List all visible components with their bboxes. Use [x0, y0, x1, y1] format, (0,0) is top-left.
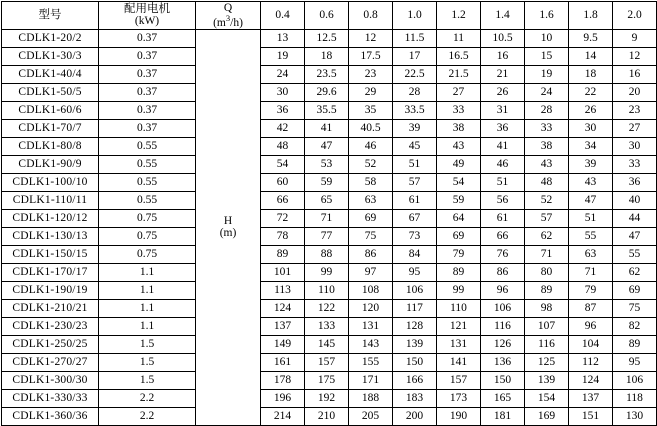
cell-head-value: 17.5 [349, 47, 393, 65]
cell-head-value: 86 [349, 245, 393, 263]
cell-motor-power: 1.1 [99, 317, 196, 335]
cell-motor-power: 1.1 [99, 299, 196, 317]
cell-head-value: 20 [613, 83, 657, 101]
cell-model: CDLK1-20/2 [2, 29, 99, 47]
cell-head-value: 18 [569, 65, 613, 83]
cell-head-value: 63 [569, 245, 613, 263]
cell-head-value: 21.5 [437, 65, 481, 83]
cell-model: CDLK1-170/17 [2, 263, 99, 281]
cell-head-value: 89 [613, 335, 657, 353]
cell-head-value: 71 [569, 263, 613, 281]
cell-head-value: 49 [437, 155, 481, 173]
cell-head-value: 96 [481, 281, 525, 299]
cell-head-value: 67 [393, 209, 437, 227]
cell-head-value: 116 [525, 335, 569, 353]
cell-head-value: 175 [305, 371, 349, 389]
cell-head-value: 14 [569, 47, 613, 65]
header-flow-col-0: 0.4 [261, 2, 305, 30]
cell-head-value: 89 [261, 245, 305, 263]
cell-head-value: 52 [525, 191, 569, 209]
cell-motor-power: 1.1 [99, 281, 196, 299]
cell-head-value: 128 [393, 317, 437, 335]
cell-head-value: 51 [393, 155, 437, 173]
cell-head-value: 27 [437, 83, 481, 101]
cell-head-value: 131 [349, 317, 393, 335]
table-row [2, 83, 657, 101]
header-flow-unit-rest: /h [230, 16, 240, 29]
cell-motor-power: 0.55 [99, 173, 196, 191]
cell-head-value: 61 [393, 191, 437, 209]
cell-head-value: 188 [349, 389, 393, 407]
cell-head-value: 30 [261, 83, 305, 101]
cell-head-value: 76 [481, 245, 525, 263]
cell-head-value: 139 [393, 335, 437, 353]
cell-head-label [196, 29, 261, 425]
cell-head-value: 205 [349, 407, 393, 425]
cell-model: CDLK1-270/27 [2, 353, 99, 371]
cell-head-value: 75 [613, 299, 657, 317]
cell-head-value: 56 [481, 191, 525, 209]
table-row [2, 191, 657, 209]
cell-model: CDLK1-150/15 [2, 245, 99, 263]
cell-head-value: 192 [305, 389, 349, 407]
cell-head-value: 26 [569, 101, 613, 119]
cell-head-value: 89 [525, 281, 569, 299]
cell-head-value: 88 [305, 245, 349, 263]
cell-motor-power: 0.55 [99, 155, 196, 173]
cell-head-value: 21 [481, 65, 525, 83]
cell-head-value: 157 [305, 353, 349, 371]
header-flow-col-1: 0.6 [305, 2, 349, 30]
cell-head-value: 16 [481, 47, 525, 65]
cell-head-value: 16 [613, 65, 657, 83]
cell-head-value: 99 [437, 281, 481, 299]
cell-head-value: 33 [613, 155, 657, 173]
cell-head-value: 55 [569, 227, 613, 245]
cell-head-value: 57 [525, 209, 569, 227]
header-flow-col-4: 1.2 [437, 2, 481, 30]
cell-model: CDLK1-360/36 [2, 407, 99, 425]
cell-head-value: 107 [525, 317, 569, 335]
header-motor-line1: 配用电机 [124, 3, 170, 16]
cell-motor-power: 0.75 [99, 245, 196, 263]
cell-head-value: 77 [305, 227, 349, 245]
table-row [2, 101, 657, 119]
cell-model: CDLK1-40/4 [2, 65, 99, 83]
table-row [2, 353, 657, 371]
cell-model: CDLK1-80/8 [2, 137, 99, 155]
cell-head-value: 11 [437, 29, 481, 47]
header-model: 型号 [2, 2, 99, 30]
cell-head-value: 47 [569, 191, 613, 209]
cell-head-value: 200 [393, 407, 437, 425]
cell-head-value: 143 [349, 335, 393, 353]
cell-head-value: 137 [261, 317, 305, 335]
cell-head-value: 34 [569, 137, 613, 155]
header-flow-col-3: 1.0 [393, 2, 437, 30]
cell-head-value: 41 [481, 137, 525, 155]
cell-head-value: 62 [613, 263, 657, 281]
cell-head-value: 29 [349, 83, 393, 101]
cell-head-value: 22 [569, 83, 613, 101]
table-row [2, 173, 657, 191]
cell-head-value: 23 [613, 101, 657, 119]
cell-head-value: 47 [305, 137, 349, 155]
cell-motor-power: 1.1 [99, 263, 196, 281]
cell-model: CDLK1-50/5 [2, 83, 99, 101]
header-motor-line2: (kW) [134, 15, 160, 28]
cell-head-value: 38 [525, 137, 569, 155]
cell-head-value: 95 [613, 353, 657, 371]
cell-head-value: 117 [393, 299, 437, 317]
cell-model: CDLK1-210/21 [2, 299, 99, 317]
cell-head-value: 165 [481, 389, 525, 407]
cell-head-value: 17 [393, 47, 437, 65]
cell-head-value: 39 [393, 119, 437, 137]
cell-head-value: 133 [305, 317, 349, 335]
cell-model: CDLK1-60/6 [2, 101, 99, 119]
cell-head-value: 121 [437, 317, 481, 335]
cell-head-value: 104 [569, 335, 613, 353]
cell-head-value: 101 [261, 263, 305, 281]
cell-head-value: 48 [525, 173, 569, 191]
cell-head-value: 183 [393, 389, 437, 407]
cell-head-value: 27 [613, 119, 657, 137]
cell-head-value: 112 [569, 353, 613, 371]
cell-head-value: 51 [569, 209, 613, 227]
cell-head-value: 126 [481, 335, 525, 353]
cell-motor-power: 0.55 [99, 137, 196, 155]
cell-head-value: 36 [613, 173, 657, 191]
cell-head-value: 12.5 [305, 29, 349, 47]
cell-head-value: 43 [525, 155, 569, 173]
cell-head-value: 69 [613, 281, 657, 299]
cell-head-value: 98 [525, 299, 569, 317]
cell-head-value: 84 [393, 245, 437, 263]
table-row [2, 371, 657, 389]
cell-model: CDLK1-90/9 [2, 155, 99, 173]
cell-head-value: 145 [305, 335, 349, 353]
cell-head-value: 131 [437, 335, 481, 353]
cell-head-value: 86 [481, 263, 525, 281]
cell-motor-power: 0.37 [99, 65, 196, 83]
cell-head-value: 30 [569, 119, 613, 137]
header-flow-rate [196, 2, 261, 30]
cell-head-value: 16.5 [437, 47, 481, 65]
cell-motor-power: 0.37 [99, 101, 196, 119]
cell-head-value: 95 [393, 263, 437, 281]
cell-head-value: 124 [569, 371, 613, 389]
cell-head-value: 210 [305, 407, 349, 425]
cell-head-value: 113 [261, 281, 305, 299]
cell-head-value: 46 [481, 155, 525, 173]
head-unit: (m) [219, 227, 237, 240]
cell-head-value: 106 [481, 299, 525, 317]
cell-head-value: 13 [261, 29, 305, 47]
cell-head-value: 33.5 [393, 101, 437, 119]
cell-model: CDLK1-130/13 [2, 227, 99, 245]
cell-head-value: 130 [613, 407, 657, 425]
cell-model: CDLK1-100/10 [2, 173, 99, 191]
header-flow-col-8: 2.0 [613, 2, 657, 30]
pump-specification-table [1, 1, 657, 426]
cell-motor-power: 1.5 [99, 353, 196, 371]
table-row [2, 227, 657, 245]
cell-head-value: 31 [481, 101, 525, 119]
cell-head-value: 96 [569, 317, 613, 335]
cell-motor-power: 2.2 [99, 407, 196, 425]
cell-head-value: 196 [261, 389, 305, 407]
cell-head-value: 9.5 [569, 29, 613, 47]
cell-head-value: 151 [569, 407, 613, 425]
cell-motor-power: 0.37 [99, 83, 196, 101]
cell-motor-power: 0.75 [99, 209, 196, 227]
table-row [2, 389, 657, 407]
table-row [2, 137, 657, 155]
cell-model: CDLK1-120/12 [2, 209, 99, 227]
cell-head-value: 28 [525, 101, 569, 119]
cell-head-value: 39 [569, 155, 613, 173]
cell-motor-power: 0.37 [99, 47, 196, 65]
header-flow-unit-m: m [216, 16, 226, 29]
spec-table-sheet [0, 1, 651, 423]
cell-head-value: 214 [261, 407, 305, 425]
cell-head-value: 47 [613, 227, 657, 245]
cell-motor-power: 2.2 [99, 389, 196, 407]
cell-motor-power: 0.55 [99, 191, 196, 209]
cell-head-value: 124 [261, 299, 305, 317]
cell-head-value: 42 [261, 119, 305, 137]
cell-motor-power: 0.37 [99, 29, 196, 47]
cell-head-value: 55 [613, 245, 657, 263]
cell-head-value: 106 [613, 371, 657, 389]
cell-head-value: 155 [349, 353, 393, 371]
cell-head-value: 28 [393, 83, 437, 101]
header-motor-power [99, 2, 196, 30]
cell-head-value: 24 [525, 83, 569, 101]
cell-head-value: 54 [437, 173, 481, 191]
cell-head-value: 136 [481, 353, 525, 371]
cell-head-value: 59 [305, 173, 349, 191]
cell-head-value: 72 [261, 209, 305, 227]
head-symbol: H [223, 215, 233, 228]
cell-head-value: 53 [305, 155, 349, 173]
cell-head-value: 45 [393, 137, 437, 155]
cell-head-value: 66 [261, 191, 305, 209]
cell-head-value: 57 [393, 173, 437, 191]
cell-head-value: 44 [613, 209, 657, 227]
cell-head-value: 137 [569, 389, 613, 407]
cell-head-value: 87 [569, 299, 613, 317]
cell-motor-power: 1.5 [99, 371, 196, 389]
cell-head-value: 139 [525, 371, 569, 389]
cell-head-value: 78 [261, 227, 305, 245]
cell-head-value: 23.5 [305, 65, 349, 83]
cell-head-value: 154 [525, 389, 569, 407]
cell-head-value: 48 [261, 137, 305, 155]
cell-head-value: 24 [261, 65, 305, 83]
header-flow-unit-exp: 3 [225, 13, 231, 24]
cell-head-value: 29.6 [305, 83, 349, 101]
cell-head-value: 36 [481, 119, 525, 137]
cell-head-value: 33 [437, 101, 481, 119]
table-row [2, 155, 657, 173]
cell-head-value: 125 [525, 353, 569, 371]
cell-head-value: 11.5 [393, 29, 437, 47]
cell-head-value: 120 [349, 299, 393, 317]
cell-model: CDLK1-250/25 [2, 335, 99, 353]
cell-head-value: 150 [393, 353, 437, 371]
cell-head-value: 178 [261, 371, 305, 389]
cell-model: CDLK1-110/11 [2, 191, 99, 209]
cell-head-value: 23 [349, 65, 393, 83]
cell-head-value: 19 [525, 65, 569, 83]
cell-head-value: 110 [305, 281, 349, 299]
cell-head-value: 30 [613, 137, 657, 155]
cell-head-value: 71 [525, 245, 569, 263]
cell-head-value: 110 [437, 299, 481, 317]
table-row [2, 209, 657, 227]
header-flow-col-2: 0.8 [349, 2, 393, 30]
cell-head-value: 106 [393, 281, 437, 299]
cell-head-value: 69 [437, 227, 481, 245]
table-row [2, 335, 657, 353]
cell-head-value: 80 [525, 263, 569, 281]
cell-head-value: 41 [305, 119, 349, 137]
cell-head-value: 73 [393, 227, 437, 245]
cell-head-value: 190 [437, 407, 481, 425]
cell-model: CDLK1-300/30 [2, 371, 99, 389]
cell-model: CDLK1-230/23 [2, 317, 99, 335]
cell-model: CDLK1-190/19 [2, 281, 99, 299]
cell-head-value: 181 [481, 407, 525, 425]
cell-head-value: 79 [569, 281, 613, 299]
cell-head-value: 12 [613, 47, 657, 65]
cell-head-value: 12 [349, 29, 393, 47]
cell-head-value: 60 [261, 173, 305, 191]
cell-head-value: 65 [305, 191, 349, 209]
cell-head-value: 79 [437, 245, 481, 263]
cell-head-value: 59 [437, 191, 481, 209]
header-flow-col-5: 1.4 [481, 2, 525, 30]
cell-head-value: 150 [481, 371, 525, 389]
table-row [2, 299, 657, 317]
cell-head-value: 52 [349, 155, 393, 173]
cell-head-value: 19 [261, 47, 305, 65]
table-header-row [2, 2, 657, 30]
cell-head-value: 18 [305, 47, 349, 65]
cell-head-value: 149 [261, 335, 305, 353]
table-row [2, 407, 657, 425]
cell-head-value: 141 [437, 353, 481, 371]
cell-head-value: 35 [349, 101, 393, 119]
cell-head-value: 69 [349, 209, 393, 227]
cell-head-value: 122 [305, 299, 349, 317]
cell-head-value: 10 [525, 29, 569, 47]
cell-head-value: 157 [437, 371, 481, 389]
cell-head-value: 173 [437, 389, 481, 407]
cell-head-value: 108 [349, 281, 393, 299]
table-row [2, 281, 657, 299]
cell-head-value: 169 [525, 407, 569, 425]
cell-head-value: 171 [349, 371, 393, 389]
cell-head-value: 58 [349, 173, 393, 191]
cell-model: CDLK1-330/33 [2, 389, 99, 407]
cell-head-value: 35.5 [305, 101, 349, 119]
cell-motor-power: 0.75 [99, 227, 196, 245]
cell-head-value: 89 [437, 263, 481, 281]
cell-head-value: 33 [525, 119, 569, 137]
table-row [2, 47, 657, 65]
table-row [2, 119, 657, 137]
cell-head-value: 66 [481, 227, 525, 245]
cell-head-value: 40.5 [349, 119, 393, 137]
cell-head-value: 38 [437, 119, 481, 137]
table-header [2, 2, 657, 30]
cell-head-value: 54 [261, 155, 305, 173]
cell-head-value: 161 [261, 353, 305, 371]
cell-head-value: 166 [393, 371, 437, 389]
header-flow-unit: $(m^3/h)$ [213, 13, 243, 29]
cell-head-value: 43 [569, 173, 613, 191]
table-row [2, 29, 657, 47]
cell-motor-power: 0.37 [99, 119, 196, 137]
header-flow-col-7: 1.8 [569, 2, 613, 30]
cell-head-value: 22.5 [393, 65, 437, 83]
cell-head-value: 64 [437, 209, 481, 227]
cell-model: CDLK1-30/3 [2, 47, 99, 65]
cell-head-value: 75 [349, 227, 393, 245]
cell-head-value: 40 [613, 191, 657, 209]
cell-head-value: 62 [525, 227, 569, 245]
table-row [2, 263, 657, 281]
cell-head-value: 15 [525, 47, 569, 65]
table-row [2, 65, 657, 83]
cell-head-value: 82 [613, 317, 657, 335]
cell-model: CDLK1-70/7 [2, 119, 99, 137]
cell-head-value: 61 [481, 209, 525, 227]
cell-head-value: 118 [613, 389, 657, 407]
table-body [2, 29, 657, 425]
header-flow-col-6: 1.6 [525, 2, 569, 30]
cell-head-value: 36 [261, 101, 305, 119]
table-row [2, 317, 657, 335]
cell-head-value: 116 [481, 317, 525, 335]
cell-head-value: 10.5 [481, 29, 525, 47]
cell-motor-power: 1.5 [99, 335, 196, 353]
cell-head-value: 43 [437, 137, 481, 155]
header-flow-symbol: Q [223, 2, 233, 14]
cell-head-value: 46 [349, 137, 393, 155]
table-row [2, 245, 657, 263]
cell-head-value: 51 [481, 173, 525, 191]
cell-head-value: 97 [349, 263, 393, 281]
cell-head-value: 71 [305, 209, 349, 227]
cell-head-value: 9 [613, 29, 657, 47]
cell-head-value: 99 [305, 263, 349, 281]
cell-head-value: 63 [349, 191, 393, 209]
cell-head-value: 26 [481, 83, 525, 101]
